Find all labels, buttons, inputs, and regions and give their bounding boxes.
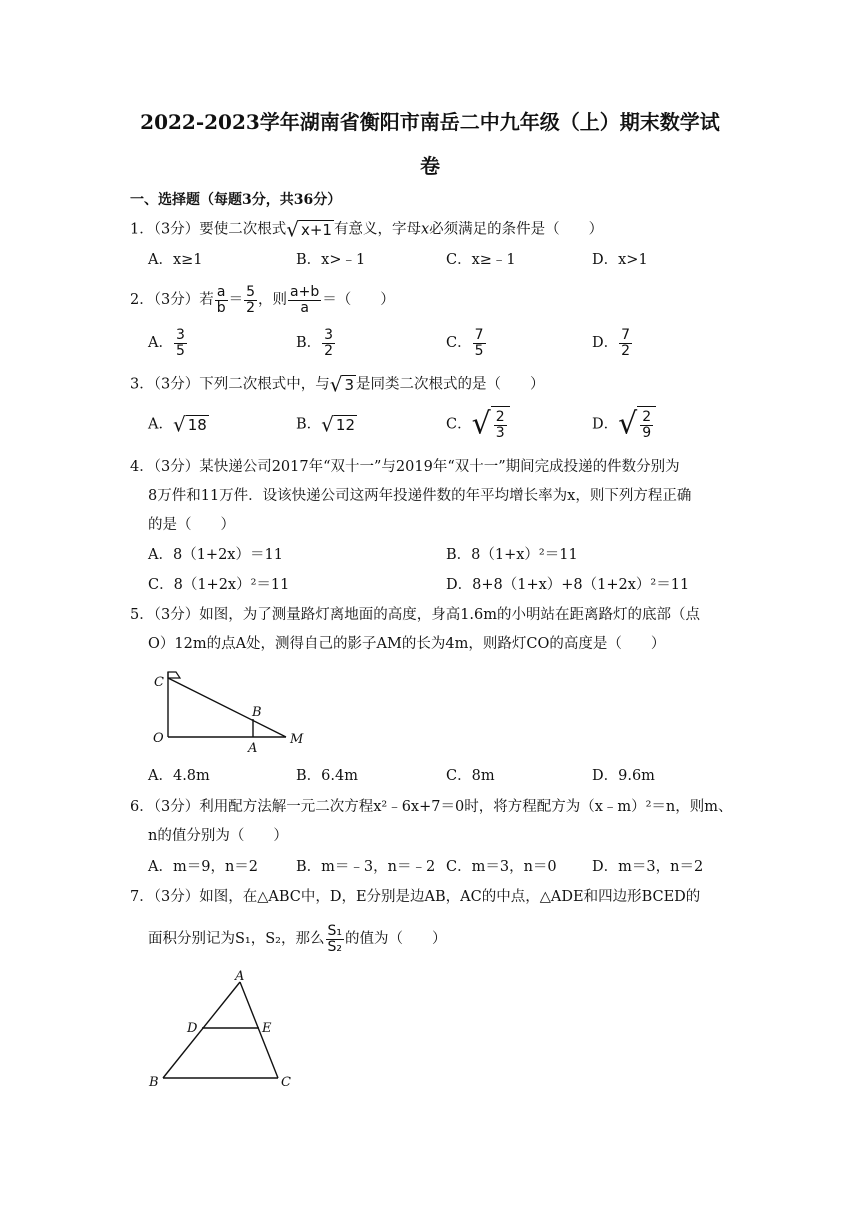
q3-option-c[interactable]: C．√ $\frac{2}{3}$ <box>446 406 510 443</box>
question-5-line1: 5．（3分）如图，为了测量路灯离地面的高度，身高1.6m的小明站在距离路灯的底部（点 <box>130 607 701 623</box>
q6-option-d[interactable]: D．m＝3，n＝2 <box>592 859 704 875</box>
q3-option-b[interactable]: B．√ 12 <box>296 412 355 437</box>
light-ray <box>168 678 286 737</box>
q2-option-d[interactable]: D． $\frac{7}{2}$ <box>592 326 631 359</box>
label-b: B <box>252 705 262 720</box>
q6-option-c[interactable]: C．m＝3，n＝0 <box>446 859 557 875</box>
q5-option-b[interactable]: B．6.4m <box>296 768 358 784</box>
q1-option-b[interactable]: B．x>﹣1 <box>296 252 366 268</box>
paper-title-line2: 卷 <box>420 154 440 178</box>
q3-option-d[interactable]: D．√ $\frac{2}{9}$ <box>592 406 656 443</box>
streetlight-figure <box>150 664 320 756</box>
q1-option-d[interactable]: D．x>1 <box>592 252 648 268</box>
fraction: $\frac{a}{b}$ <box>216 283 226 316</box>
question-2: 2．（3分）若 $\frac{a}{b}$ ＝ $\frac{5}{2}$ ，则 $\frac{a+b}{a}$ ＝（ ） <box>130 283 395 316</box>
q1-option-c[interactable]: C．x≥﹣1 <box>446 252 516 268</box>
question-6-line1: 6．（3分）利用配方法解一元二次方程x²﹣6x+7＝0时，将方程配方为（x﹣m）²＝n，则m、 <box>130 799 733 815</box>
question-5-line2: O）12m的点A处，测得自己的影子AM的长为4m，则路灯CO的高度是（ ） <box>148 636 666 652</box>
label-o: O <box>153 731 164 746</box>
q1-option-a[interactable]: A．x≥1 <box>148 252 203 268</box>
label-a: A <box>235 969 245 984</box>
question-3: 3．（3分）下列二次根式中，与√ 3 是同类二次根式的是（ ） <box>130 372 545 397</box>
q4-option-c[interactable]: C．8（1+2x）²＝11 <box>148 577 290 593</box>
question-6-line2: n的值分别为（ ） <box>148 828 288 844</box>
q5-option-a[interactable]: A．4.8m <box>148 768 210 784</box>
label-a: A <box>248 741 258 756</box>
q5-option-c[interactable]: C．8m <box>446 768 495 784</box>
question-1: 1．（3分）要使二次根式√ x+1 有意义，字母x必须满足的条件是（ ） <box>130 217 604 242</box>
question-4-line3: 的是（ ） <box>148 517 235 533</box>
sqrt-expression: √ x+1 <box>286 217 332 242</box>
q4-option-b[interactable]: B．8（1+x）²＝11 <box>446 547 578 563</box>
q2-option-a[interactable]: A． $\frac{3}{5}$ <box>148 326 185 359</box>
question-7-line2: 面积分别记为S₁，S₂，那么 $\frac{\text{S₁}}{\text{S₂}}$ 的值为（ ） <box>148 922 447 955</box>
side-ac <box>240 982 278 1078</box>
lamp-icon <box>168 672 180 678</box>
label-e: E <box>262 1021 272 1036</box>
label-c: C <box>154 675 164 690</box>
q5-option-d[interactable]: D．9.6m <box>592 768 655 784</box>
q2-option-b[interactable]: B． $\frac{3}{2}$ <box>296 326 334 359</box>
question-7-line1: 7．（3分）如图，在△ABC中，D，E分别是边AB，AC的中点，△ADE和四边形BCED的 <box>130 889 701 905</box>
label-m: M <box>290 732 304 747</box>
q3-option-a[interactable]: A．√ 18 <box>148 412 207 437</box>
paper-title-line1: 2022-2023学年湖南省衡阳市南岳二中九年级（上）期末数学试 <box>140 110 720 134</box>
q6-option-b[interactable]: B．m＝﹣3，n＝﹣2 <box>296 859 436 875</box>
fraction: $\frac{a+b}{a}$ <box>290 283 320 316</box>
q2-option-c[interactable]: C． $\frac{7}{5}$ <box>446 326 484 359</box>
q4-option-a[interactable]: A．8（1+2x）＝11 <box>148 547 283 563</box>
triangle-figure <box>145 968 305 1092</box>
q4-option-d[interactable]: D．8+8（1+x）+8（1+2x）²＝11 <box>446 577 690 593</box>
q6-option-a[interactable]: A．m＝9，n＝2 <box>148 859 259 875</box>
label-b: B <box>149 1075 159 1090</box>
question-4-line1: 4．（3分）某快递公司2017年“双十一”与2019年“双十一”期间完成投递的件数分别为 <box>130 459 680 475</box>
label-d: D <box>187 1021 198 1036</box>
fraction: $\frac{5}{2}$ <box>246 283 256 316</box>
label-c: C <box>281 1075 291 1090</box>
section-heading: 一、选择题（每题3分，共36分） <box>130 192 342 208</box>
question-4-line2: 8万件和11万件．设该快递公司这两年投递件数的年平均增长率为x，则下列方程正确 <box>148 488 692 504</box>
side-ab <box>163 982 240 1078</box>
